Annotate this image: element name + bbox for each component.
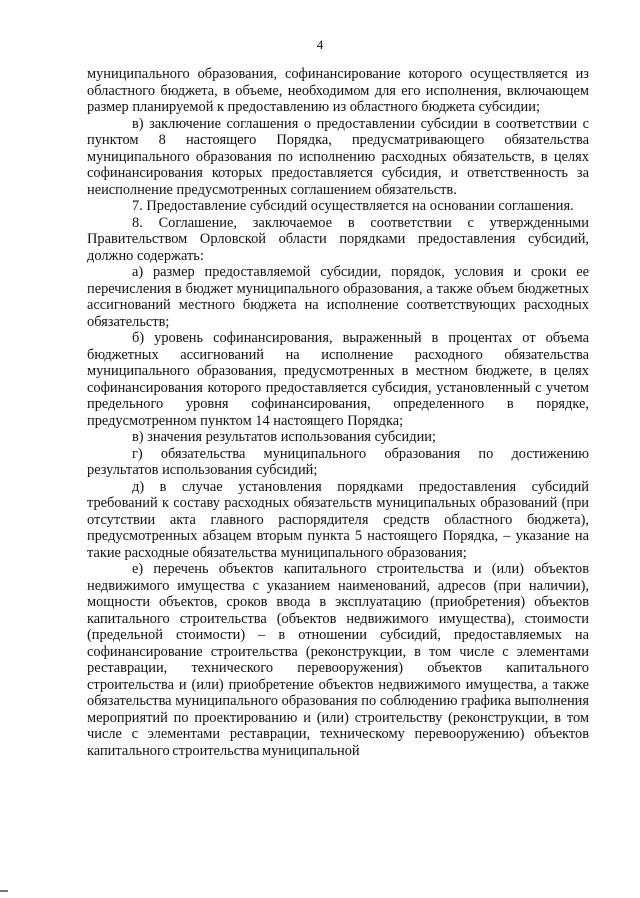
paragraph-item-g: г) обязательства муниципального образования по достижению результатов использования субсидий; xyxy=(87,445,589,478)
paragraph-item-a: а) размер предоставляемой субсидии, порядок, условия и сроки ее перечисления в бюджет муниципального образования, а также объем бюджетных ассигнований местного бюджета на исполнение соответствующих расходных обязательств; xyxy=(87,264,589,330)
paragraph-item-e: е) перечень объектов капитального строительства и (или) объектов недвижимого имущества с указанием наименований, адресов (при наличии), мощности объектов, сроков ввода в эксплуатацию (приобретения) объектов капитального строительства (объектов недвижимого имущества), стоимости (предельной стоимости) – в отношении субсидий, предоставляемых на софинансирование строительства (реконструкции, в том числе с элементами реставрации, технического перевооружения) объектов капитального строительства и (или) приобретение объектов недвижимого имущества, а также обязательства муниципального образования по соблюдению графика выполнения мероприятий по проектированию и (или) строительству (реконструкции, в том числе с элементами реставрации, техническому перевооружению) объектов капитального строительства муниципальной xyxy=(87,561,589,759)
paragraph-item-v-results: в) значения результатов использования субсидии; xyxy=(132,429,436,445)
scan-edge-mark xyxy=(0,890,8,892)
paragraph-item-b: б) уровень софинансирования, выраженный в процентах от объема бюджетных ассигнований на исполнение расходного обязательства муниципального образования, предусмотренных в местном бюджете, в целях софинансирования которого предоставляется субсидия, установленный с учетом предельного уровня софинансирования, определенного в порядке, предусмотренном пунктом 14 настоящего Порядка; xyxy=(87,330,589,429)
page-number: 4 xyxy=(316,37,324,52)
paragraph-item-d: д) в случае установления порядками предоставления субсидий требований к составу расходных обязательств муниципальных образований (при отсутствии акта главного распорядителя средств областного бюджета), предусмотренных абзацем вторым пункта 5 настоящего Порядка, – указание на такие расходные обязательства муниципального образования; xyxy=(87,478,589,561)
document-body xyxy=(87,66,589,759)
paragraph-continuation: муниципального образования, софинансирование которого осуществляется из областного бюджета, в объеме, необходимом для его исполнения, включающем размер планируемой к предоставлению из областного бюджета субсидии; xyxy=(87,66,589,115)
paragraph-item-v-agreement: в) заключение соглашения о предоставлении субсидии в соответствии с пунктом 8 настоящего Порядка, предусматривающего обязательства муниципального образования по исполнению расходных обязательств, в целях софинансирования которых предоставляется субсидия, и ответственность за неисполнение предусмотренных соглашением обязательств. xyxy=(87,115,589,198)
paragraph-clause-7: 7. Предоставление субсидий осуществляется на основании соглашения. xyxy=(132,198,574,214)
paragraph-clause-8: 8. Соглашение, заключаемое в соответствии с утвержденными Правительством Орловской области порядками предоставления субсидий, должно содержать: xyxy=(87,214,589,264)
